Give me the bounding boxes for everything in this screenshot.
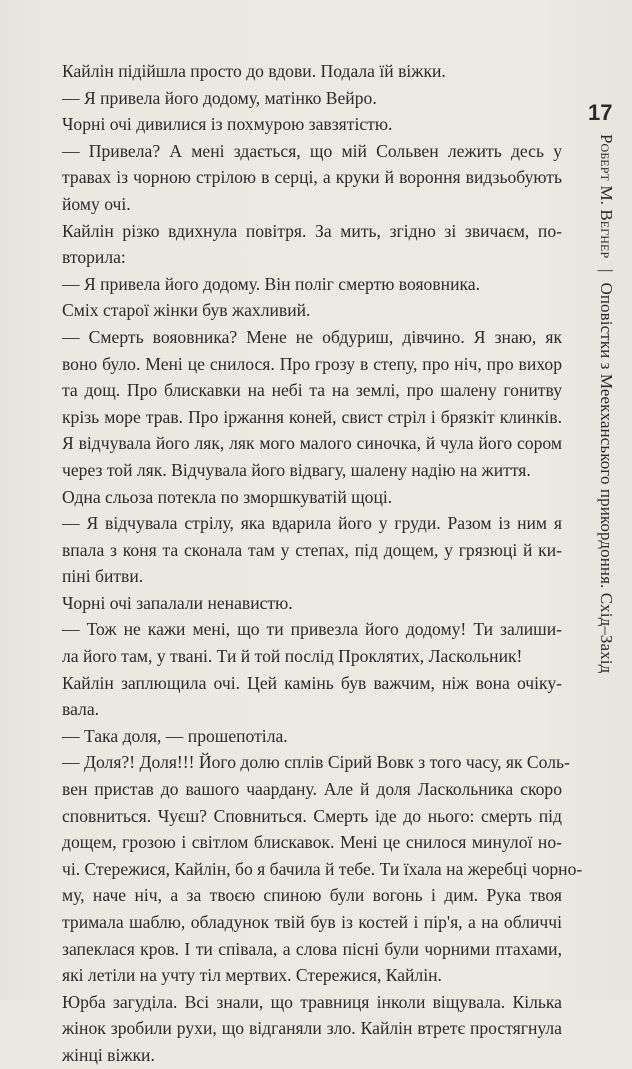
text-line: Чорні очі дивилися із похмурою завзятістю.	[62, 114, 393, 135]
text-line: вторила:	[62, 247, 126, 268]
paragraph	[62, 138, 562, 218]
text-line: йому очі.	[62, 193, 131, 214]
text-line: Кайлін заплющила очі. Цей камінь був важчим, ніж вона очіку-	[62, 672, 562, 693]
text-line: жінок зробили рухи, що відганяли зло. Кайлін втретє простягнула	[62, 1018, 562, 1039]
text-line: та дощ. Про блискавки на небі та на землі, про шалену гонитву	[62, 380, 562, 401]
paragraph	[62, 590, 562, 617]
paragraph	[62, 85, 562, 112]
text-line: які летіли на учту тіл мертвих. Стережися, Кайлін.	[62, 965, 442, 986]
text-line: Кайлін різко вдихнула повітря. За мить, згідно зі звичаєм, по-	[62, 220, 562, 241]
paragraph	[62, 58, 562, 85]
text-line: — Тож не кажи мені, що ти привезла його додому! Ти залиши-	[62, 619, 562, 640]
text-line: — Я привела його додому. Він поліг смертю вояовника.	[62, 273, 480, 294]
text-line: через той ляк. Відчувала його відвагу, шалену надію на життя.	[62, 459, 531, 480]
page-number: 17	[588, 100, 613, 125]
running-head	[592, 134, 616, 674]
running-head-author: Роберт М. Вегнер	[597, 134, 616, 259]
paragraph	[62, 218, 562, 271]
text-line: Чорні очі запалали ненавистю.	[62, 592, 293, 613]
text-line: Кайлін підійшла просто до вдови. Подала їй віжки.	[62, 61, 446, 81]
body-text	[62, 58, 583, 1069]
paragraph	[62, 111, 562, 138]
text-line: вен пристав до вашого чаардану. Але й доля Ласкольника скоро	[62, 779, 562, 800]
text-line: — Я відчувала стрілу, яка вдарила його у груди. Разом із ним я	[62, 513, 562, 534]
text-line: ла його там, у твані. Ти й той послід Проклятих, Ласкольник!	[62, 646, 523, 667]
text-line: Юрба загуділа. Всі знали, що травниця інколи віщувала. Кілька	[62, 991, 562, 1012]
text-line: воно було. Мені це снилося. Про грозу в степу, про ніч, про вихор	[62, 353, 562, 374]
text-line: тримала шаблю, обладунок твій був із костей і пір'я, а на обличчі	[62, 912, 562, 932]
text-line: Одна сльоза потекла по зморшкуватій щоці.	[62, 486, 393, 507]
paragraph	[62, 670, 562, 723]
text-line: — Доля?! Доля!!! Його долю сплів Сірий Вовк з того часу, як Соль-	[62, 752, 570, 773]
paragraph	[62, 484, 562, 511]
running-head-separator: |	[597, 268, 616, 273]
paragraph	[62, 723, 562, 750]
paragraph	[62, 510, 562, 590]
text-line: вала.	[62, 699, 100, 720]
text-line: впала з коня та сконала там у степах, під дощем, у грязюці й ки-	[62, 539, 562, 560]
paragraph	[62, 749, 583, 988]
text-line: крізь море трав. Про іржання коней, свист стріл і брязкіт клинків.	[62, 406, 562, 427]
text-line: — Смерть вояовника? Мене не обдуриш, дівчино. Я знаю, як	[62, 326, 562, 347]
text-line: піні битви.	[62, 566, 144, 587]
text-line: — Така доля, — прошепотіла.	[62, 725, 288, 746]
paragraph	[62, 616, 562, 669]
text-line: Сміх старої жінки був жахливий.	[62, 300, 311, 321]
paragraph	[62, 989, 562, 1069]
text-line: Я відчувала його ляк, ляк мого малого синочка, й чула його сором	[62, 433, 562, 454]
running-head-title: Оповістки з Меекханського прикордоння. Схід–Захід	[597, 282, 616, 674]
text-line: чі. Стережися, Кайлін, бо я бачила й тебе. Ти їхала на жеребці чорно-	[62, 858, 583, 879]
text-line: — Привела? А мені здається, що мій Сольвен лежить десь у	[62, 140, 562, 161]
paragraph	[62, 297, 562, 324]
text-line: жінці віжки.	[62, 1044, 155, 1065]
paragraph	[62, 324, 562, 484]
text-line: — Я привела його додому, матінко Вейро.	[62, 87, 377, 108]
paragraph	[62, 271, 562, 298]
text-line: сповниться. Чуєш? Сповниться. Смерть іде до нього: смерть під	[62, 805, 562, 826]
text-line: запеклася кров. І ти співала, а слова пісні були чорними птахами,	[62, 938, 562, 959]
text-line: му, наче ніч, а за твоєю спиною були вогонь і дим. Рука твоя	[62, 885, 562, 906]
text-line: дощем, грозою і світлом блискавок. Мені це снилося минулої но-	[62, 832, 562, 853]
text-line: травах із чорною стрілою в серці, а круки й вороння видзьобують	[62, 167, 562, 188]
